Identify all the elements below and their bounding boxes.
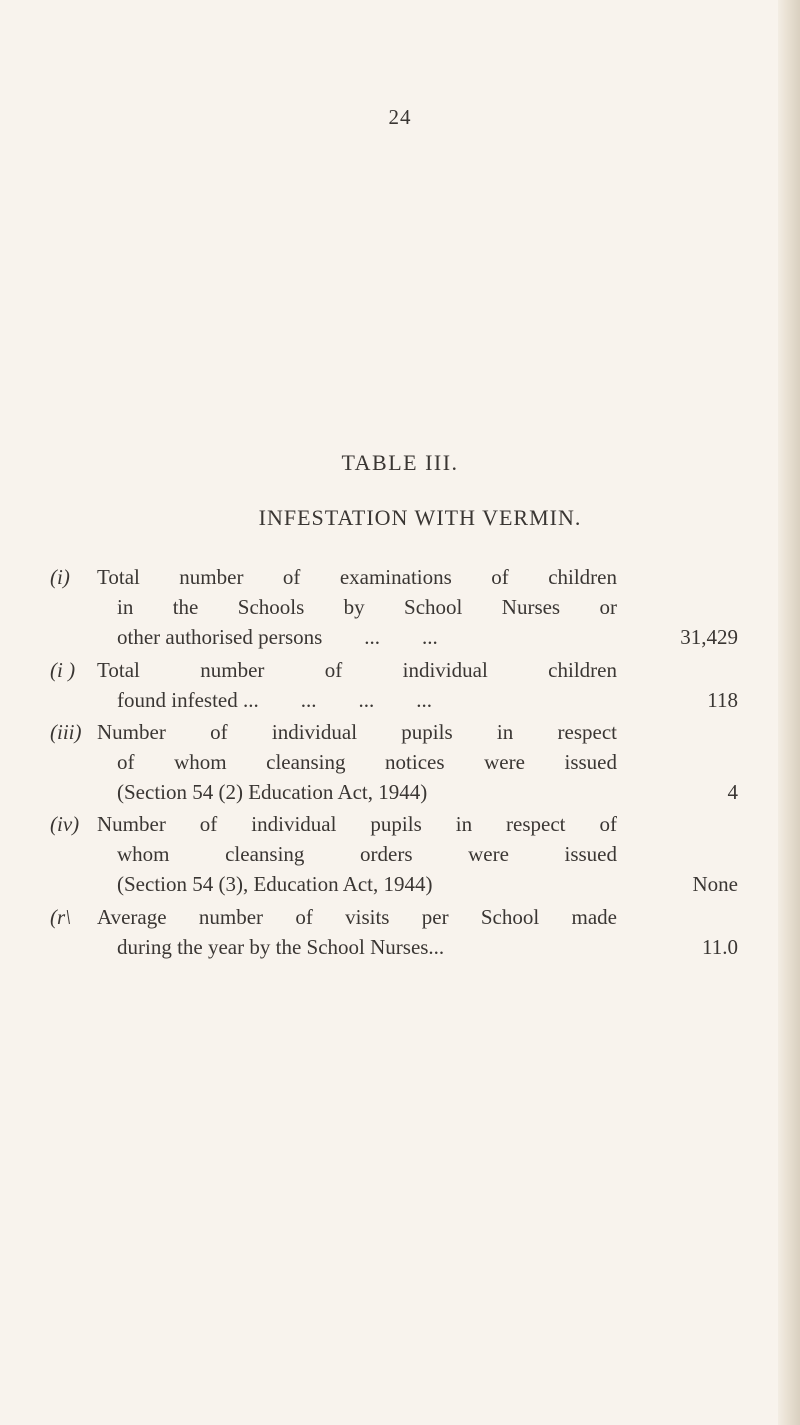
entry-text bbox=[97, 562, 617, 652]
table-subtitle: INFESTATION WITH VERMIN. bbox=[258, 505, 582, 530]
entry-label: (iv) bbox=[50, 812, 80, 836]
entry-line: during the year by the School Nurses... bbox=[117, 935, 445, 959]
table-title: TABLE III. bbox=[341, 450, 459, 475]
entry-value: 11.0 bbox=[702, 935, 738, 959]
entry-line: (Section 54 (2) Education Act, 1944) bbox=[117, 780, 428, 804]
entry-text bbox=[97, 809, 617, 899]
entry-line: Total number of examinations of children bbox=[97, 565, 617, 589]
entry-line: Average number of visits per School made bbox=[97, 905, 617, 929]
entry-line: found infested ... ... ... ... bbox=[117, 688, 432, 712]
entry-text bbox=[97, 717, 617, 807]
entry-line: in the Schools by School Nurses or bbox=[117, 595, 617, 619]
entry-value: 118 bbox=[707, 688, 738, 712]
entry-line: Number of individual pupils in respect bbox=[97, 720, 617, 744]
entry-label: (i ) bbox=[50, 658, 76, 682]
entry-value: None bbox=[692, 872, 738, 896]
entry-line: whom cleansing orders were issued bbox=[117, 842, 617, 866]
entry-line: Total number of individual children bbox=[97, 658, 617, 682]
page-edge bbox=[778, 0, 800, 1425]
page-number: 24 bbox=[388, 105, 412, 129]
entry-value: 31,429 bbox=[680, 625, 738, 649]
entry-value: 4 bbox=[727, 780, 738, 804]
entry-line: of whom cleansing notices were issued bbox=[117, 750, 617, 774]
entry-line: other authorised persons ... ... bbox=[117, 625, 438, 649]
entry-label: (i) bbox=[50, 565, 70, 589]
entry-label: (iii) bbox=[50, 720, 82, 744]
entry-line: Number of individual pupils in respect of bbox=[97, 812, 617, 836]
entry-text bbox=[97, 902, 617, 962]
entry-label: (r\ bbox=[50, 905, 71, 929]
entry-text bbox=[97, 655, 617, 715]
entry-line: (Section 54 (3), Education Act, 1944) bbox=[117, 872, 433, 896]
